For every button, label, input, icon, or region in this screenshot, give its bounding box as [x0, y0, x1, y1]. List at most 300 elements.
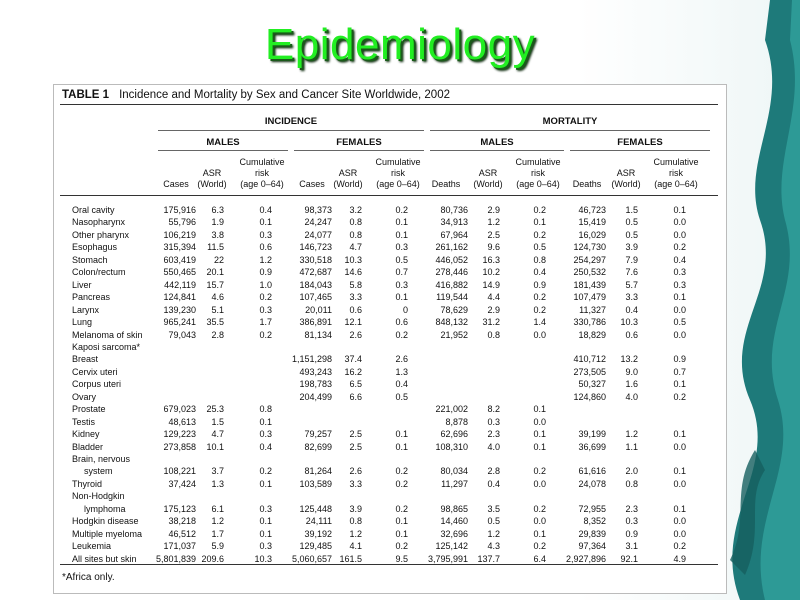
table-cell: 46,723	[578, 205, 606, 215]
table-cell: 0.1	[673, 379, 686, 390]
table-cell: 184,043	[299, 279, 332, 290]
table-cell: 0.0	[673, 528, 686, 539]
table-cell: 9.0	[625, 366, 638, 377]
table-cell: 0.8	[349, 229, 362, 240]
table-cell: 1.3	[211, 478, 224, 489]
column-header: Deaths	[572, 179, 602, 189]
column-header: (age 0–64)	[376, 179, 420, 189]
table-cell: 0.8	[533, 254, 546, 265]
table-cell: 2.6	[349, 466, 362, 477]
row-site-label: Non-Hodgkin	[72, 491, 125, 502]
table-cell: 1.2	[259, 254, 272, 265]
column-header: (World)	[473, 179, 503, 189]
table-cell: 0.1	[395, 292, 408, 303]
row-site-label: Kaposi sarcoma*	[72, 341, 141, 352]
table-cell: 416,882	[435, 279, 468, 290]
table-cell: 107,465	[299, 292, 332, 303]
table-cell: 20,011	[305, 304, 332, 315]
table-cell: 0.3	[625, 516, 638, 527]
table-cell: 0.3	[259, 503, 272, 514]
table-cell: 0.1	[395, 429, 408, 440]
row-site-label: Kidney	[72, 429, 100, 440]
mortality-females-rule	[570, 150, 710, 151]
table-cell: 161.5	[339, 553, 362, 564]
row-site-label: All sites but skin	[72, 553, 137, 564]
table-cell: 3.3	[625, 292, 638, 303]
table-cell: 10.3	[344, 254, 362, 265]
column-header: (age 0–64)	[654, 179, 698, 189]
table-cell: 39,199	[578, 429, 606, 440]
table-cell: 108,221	[163, 466, 196, 477]
table-cell: 2.8	[211, 329, 224, 340]
row-site-label: Cervix uteri	[72, 366, 118, 377]
table-cell: 0.1	[673, 466, 686, 477]
table-cell: 0.5	[625, 229, 638, 240]
table-cell: 0.6	[349, 304, 362, 315]
table-cell: 0.7	[395, 267, 408, 278]
table-cell: 97,364	[578, 541, 606, 552]
row-site-label: Corpus uteri	[72, 379, 122, 390]
table-cell: 0.2	[259, 292, 272, 303]
table-cell: 0.1	[533, 404, 546, 415]
table-cell: 0.3	[259, 541, 272, 552]
table-cell: 0	[402, 304, 408, 315]
table-cell: 0.1	[259, 416, 272, 427]
table-cell: 25.3	[206, 404, 224, 415]
table-cell: 1.1	[625, 441, 638, 452]
table-cell: 175,123	[163, 503, 196, 514]
column-header: Cases	[163, 179, 189, 189]
table-cell: 0.2	[259, 329, 272, 340]
table-cell: 2.6	[349, 329, 362, 340]
table-cell: 0.2	[259, 466, 272, 477]
table-cell: 3.5	[487, 503, 500, 514]
sex-header-females: FEMALES	[617, 137, 663, 148]
table-cell: 0.2	[395, 541, 408, 552]
table-cell: 0.1	[673, 205, 686, 215]
table-cell: 14.9	[482, 279, 500, 290]
table-cell: 1.6	[625, 379, 638, 390]
column-header: risk	[531, 168, 545, 178]
table-cell: 0.1	[533, 441, 546, 452]
header-bottom-rule	[60, 195, 718, 196]
table-cell: 108,310	[435, 441, 468, 452]
table-cell: 0.6	[259, 242, 272, 253]
mortality-rule	[430, 130, 710, 131]
column-header: (World)	[611, 179, 641, 189]
table-cell: 3.3	[349, 478, 362, 489]
slide-title: Epidemiology	[264, 20, 536, 69]
table-cell: 4.0	[487, 441, 500, 452]
table-cell: 5.8	[349, 279, 362, 290]
table-cell: 278,446	[435, 267, 468, 278]
row-site-label: system	[84, 466, 113, 477]
table-cell: 4.3	[487, 541, 500, 552]
row-site-label: Hodgkin disease	[72, 516, 139, 527]
table-cell: 0.8	[349, 516, 362, 527]
table-cell: 8.2	[487, 404, 500, 415]
table-cell: 20.1	[206, 267, 224, 278]
row-site-label: Larynx	[72, 304, 100, 315]
row-site-label: Stomach	[72, 254, 108, 265]
table-cell: 11,327	[579, 304, 606, 315]
table-cell: 18,829	[578, 329, 606, 340]
table-cell: 6.6	[349, 391, 362, 402]
sex-header-females: FEMALES	[336, 137, 382, 148]
table-cell: 79,043	[168, 329, 196, 340]
table-cell: 0.1	[395, 528, 408, 539]
table-cell: 0.0	[673, 229, 686, 240]
table-cell: 29,839	[578, 528, 606, 539]
table-cell: 10.3	[254, 553, 272, 564]
table-cell: 35.5	[206, 317, 224, 328]
table-cell: 0.4	[533, 267, 546, 278]
table-cell: 550,465	[163, 267, 196, 278]
table-cell: 2.5	[349, 429, 362, 440]
table-cell: 0.4	[259, 205, 272, 215]
table-cell: 8,878	[445, 416, 468, 427]
row-site-label: Other pharynx	[72, 229, 130, 240]
table-cell: 139,230	[163, 304, 196, 315]
table-cell: 2.5	[349, 441, 362, 452]
table-cell: 103,589	[299, 478, 332, 489]
table-cell: 14.6	[344, 267, 362, 278]
table-cell: 221,002	[435, 404, 468, 415]
table-cell: 16.2	[344, 366, 362, 377]
table-cell: 0.1	[259, 217, 272, 228]
row-site-label: Bladder	[72, 441, 104, 452]
table-cell: 6.3	[211, 205, 224, 215]
table-cell: 0.5	[625, 217, 638, 228]
table-cell: 48,613	[168, 416, 196, 427]
table-cell: 36,699	[578, 441, 606, 452]
table-cell: 92.1	[620, 553, 638, 564]
column-header: risk	[669, 168, 683, 178]
row-site-label: Liver	[72, 279, 92, 290]
table-cell: 0.1	[533, 429, 546, 440]
table-cell: 21,952	[440, 329, 468, 340]
table-cell: 1.2	[487, 217, 500, 228]
column-header: ASR	[202, 168, 222, 178]
table-cell: 493,243	[299, 366, 332, 377]
table-cell: 46,512	[168, 528, 196, 539]
table-cell: 8,352	[583, 516, 606, 527]
table-cell: 16.3	[482, 254, 500, 265]
table-cell: 0.8	[625, 478, 638, 489]
table-cell: 4.0	[625, 391, 638, 402]
table-cell: 6.4	[533, 553, 546, 564]
cancer-statistics-table	[53, 84, 727, 594]
table-cell: 67,964	[440, 229, 468, 240]
table-cell: 3,795,991	[427, 553, 468, 564]
table-cell: 0.1	[259, 478, 272, 489]
table-cell: 0.2	[533, 205, 546, 215]
table-cell: 0.3	[259, 429, 272, 440]
table-cell: 6.5	[349, 379, 362, 390]
incidence-females-rule	[294, 150, 424, 151]
table-cell: 78,629	[440, 304, 468, 315]
table-cell: 4.1	[349, 541, 362, 552]
table-cell: 7.6	[625, 267, 638, 278]
table-cell: 3.2	[349, 205, 362, 215]
table-cell: 81,264	[304, 466, 332, 477]
table-cell: 10.3	[620, 317, 638, 328]
table-cell: 198,783	[299, 379, 332, 390]
table-cell: 106,219	[163, 229, 196, 240]
table-cell: 80,034	[440, 466, 468, 477]
table-cell: 1.5	[625, 205, 638, 215]
table-cell: 0.1	[259, 516, 272, 527]
table-cell: 32,696	[440, 528, 468, 539]
table-cell: 124,841	[163, 292, 196, 303]
table-cell: 472,687	[299, 267, 332, 278]
column-header: ASR	[338, 168, 358, 178]
table-cell: 848,132	[435, 317, 468, 328]
table-cell: 0.1	[395, 217, 408, 228]
row-site-label: Nasopharynx	[72, 217, 126, 228]
column-header: risk	[391, 168, 405, 178]
table-cell: 107,479	[573, 292, 606, 303]
table-cell: 0.0	[673, 329, 686, 340]
table-cell: 171,037	[163, 541, 196, 552]
table-cell: 0.2	[395, 205, 408, 215]
table-cell: 1.7	[211, 528, 224, 539]
table-cell: 273,858	[163, 441, 196, 452]
table-cell: 2.6	[395, 354, 408, 365]
table-cell: 98,373	[304, 205, 332, 215]
table-cell: 0.2	[673, 391, 686, 402]
table-cell: 1,151,298	[291, 354, 332, 365]
table-cell: 4.9	[673, 553, 686, 564]
table-cell: 24,077	[304, 229, 332, 240]
table-cell: 146,723	[299, 242, 332, 253]
table-cell: 2,927,896	[565, 553, 606, 564]
table-cell: 3.3	[349, 292, 362, 303]
sex-header-males: MALES	[480, 137, 514, 148]
table-cell: 965,241	[163, 317, 196, 328]
row-site-label: Oral cavity	[72, 205, 115, 215]
row-site-label: Prostate	[72, 404, 106, 415]
table-cell: 34,913	[440, 217, 468, 228]
table-cell: 261,162	[435, 242, 468, 253]
table-cell: 0.3	[487, 416, 500, 427]
column-header: Cases	[299, 179, 325, 189]
table-cell: 3.9	[625, 242, 638, 253]
table-caption-text: Incidence and Mortality by Sex and Cancer Site Worldwide, 2002	[119, 89, 450, 101]
table-cell: 31.2	[482, 317, 500, 328]
table-cell: 2.9	[487, 304, 500, 315]
table-cell: 16,029	[578, 229, 606, 240]
column-header: ASR	[478, 168, 498, 178]
table-cell: 0.2	[533, 466, 546, 477]
table-cell: 13.2	[620, 354, 638, 365]
table-cell: 0.9	[259, 267, 272, 278]
table-cell: 37.4	[344, 354, 362, 365]
row-site-label: Ovary	[72, 391, 97, 402]
table-cell: 0.0	[673, 516, 686, 527]
table-cell: 0.0	[533, 478, 546, 489]
group-header-mortality: MORTALITY	[542, 116, 598, 127]
column-header: ASR	[616, 168, 636, 178]
table-cell: 679,023	[163, 404, 196, 415]
table-cell: 3.1	[625, 541, 638, 552]
table-cell: 81,134	[304, 329, 332, 340]
table-cell: 386,891	[299, 317, 332, 328]
table-cell: 0.5	[395, 254, 408, 265]
table-cell: 79,257	[304, 429, 332, 440]
column-header: (age 0–64)	[516, 179, 560, 189]
table-cell: 5.7	[625, 279, 638, 290]
table-cell: 410,712	[573, 354, 606, 365]
column-header: (World)	[333, 179, 363, 189]
table-cell: 124,730	[573, 242, 606, 253]
table-cell: 0.1	[395, 229, 408, 240]
table-cell: 37,424	[168, 478, 196, 489]
table-cell: 2.5	[487, 229, 500, 240]
table-cell: 0.3	[259, 229, 272, 240]
table-cell: 10.2	[482, 267, 500, 278]
column-header: (World)	[197, 179, 227, 189]
table-cell: 11,297	[441, 478, 468, 489]
table-cell: 0.2	[533, 503, 546, 514]
table-cell: 9.5	[395, 553, 408, 564]
table-cell: 1.4	[533, 317, 546, 328]
table-cell: 0.4	[259, 441, 272, 452]
table-cell: 1.2	[625, 429, 638, 440]
row-site-label: lymphoma	[84, 503, 126, 514]
table-cell: 0.1	[533, 528, 546, 539]
table-cell: 0.0	[673, 304, 686, 315]
table-cell: 0.0	[533, 516, 546, 527]
column-header: Deaths	[431, 179, 461, 189]
table-cell: 50,327	[578, 379, 606, 390]
column-header: (age 0–64)	[240, 179, 284, 189]
table-cell: 0.8	[349, 217, 362, 228]
table-cell: 38,218	[168, 516, 196, 527]
table-cell: 0.5	[673, 317, 686, 328]
table-cell: 254,297	[573, 254, 606, 265]
table-cell: 0.5	[487, 516, 500, 527]
table-cell: 124,860	[573, 391, 606, 402]
table-cell: 0.4	[625, 304, 638, 315]
table-cell: 15,419	[578, 217, 606, 228]
table-cell: 4.4	[487, 292, 500, 303]
table-cell: 98,865	[440, 503, 468, 514]
table-cell: 0.9	[673, 354, 686, 365]
table-cell: 1.2	[349, 528, 362, 539]
table-cell: 80,736	[440, 205, 468, 215]
table-cell: 0.1	[533, 217, 546, 228]
table-cell: 5,060,657	[291, 553, 332, 564]
row-site-label: Multiple myeloma	[72, 528, 143, 539]
table-cell: 2.8	[487, 466, 500, 477]
table-cell: 15.7	[206, 279, 224, 290]
row-site-label: Pancreas	[72, 292, 111, 303]
table-footnote: *Africa only.	[62, 572, 115, 583]
table-cell: 4.7	[349, 242, 362, 253]
column-header: Cumulative	[653, 157, 699, 167]
table-cell: 0.0	[533, 416, 546, 427]
table-cell: 175,916	[163, 205, 196, 215]
table-cell: 0.1	[395, 516, 408, 527]
table-cell: 442,119	[164, 279, 196, 290]
table-cell: 1.7	[259, 317, 272, 328]
table-cell: 0.0	[533, 329, 546, 340]
row-site-label: Testis	[72, 416, 96, 427]
table-cell: 1.2	[211, 516, 224, 527]
table-cell: 0.4	[487, 478, 500, 489]
table-cell: 82,699	[304, 441, 332, 452]
table-cell: 0.2	[533, 304, 546, 315]
table-cell: 5.1	[211, 304, 224, 315]
table-cell: 0.7	[673, 366, 686, 377]
column-header: Cumulative	[239, 157, 285, 167]
table-cell: 3.7	[211, 466, 224, 477]
table-cell: 315,394	[163, 242, 196, 253]
column-header: Cumulative	[375, 157, 421, 167]
row-site-label: Melanoma of skin	[72, 329, 143, 340]
table-cell: 39,192	[304, 528, 332, 539]
table-cell: 0.2	[533, 541, 546, 552]
table-cell: 0.2	[533, 292, 546, 303]
table-cell: 24,247	[304, 217, 332, 228]
table-cell: 2.3	[487, 429, 500, 440]
table-cell: 7.9	[625, 254, 638, 265]
table-cell: 209.6	[201, 553, 224, 564]
table-cell: 11.5	[207, 242, 224, 253]
row-site-label: Thyroid	[72, 478, 103, 489]
row-site-label: Lung	[72, 317, 93, 328]
table-cell: 0.5	[395, 391, 408, 402]
table-cell: 24,078	[578, 478, 606, 489]
table-cell: 1.0	[259, 279, 272, 290]
table-cell: 129,485	[299, 541, 332, 552]
table-cell: 273,505	[573, 366, 606, 377]
table-cell: 0.5	[533, 242, 546, 253]
table-cell: 3.9	[349, 503, 362, 514]
table-caption	[62, 89, 450, 101]
table-cell: 55,796	[168, 217, 196, 228]
table-cell: 125,448	[299, 503, 332, 514]
table-cell: 10.1	[206, 441, 224, 452]
table-cell: 0.3	[673, 267, 686, 278]
table-cell: 0.2	[673, 541, 686, 552]
row-site-label: Leukemia	[72, 541, 112, 552]
table-cell: 0.6	[395, 317, 408, 328]
column-header: Cumulative	[515, 157, 561, 167]
table-cell: 1.9	[211, 217, 224, 228]
table-cell: 2.3	[625, 503, 638, 514]
table-cell: 3.8	[211, 229, 224, 240]
caption-rule	[60, 104, 718, 105]
table-cell: 72,955	[578, 503, 606, 514]
table-cell: 0.0	[673, 441, 686, 452]
mortality-males-rule	[430, 150, 564, 151]
table-cell: 4.6	[211, 292, 224, 303]
table-cell: 204,499	[299, 391, 332, 402]
table-cell: 0.0	[673, 217, 686, 228]
table-cell: 5,801,839	[155, 553, 196, 564]
table-cell: 22	[213, 254, 224, 265]
table-cell: 0.2	[395, 329, 408, 340]
table-cell: 0.1	[395, 441, 408, 452]
table-cell: 0.9	[533, 279, 546, 290]
table-cell: 603,419	[163, 254, 196, 265]
table-cell: 125,142	[435, 541, 468, 552]
table-cell: 0.2	[395, 466, 408, 477]
table-cell: 0.3	[395, 279, 408, 290]
table-cell: 0.1	[259, 528, 272, 539]
